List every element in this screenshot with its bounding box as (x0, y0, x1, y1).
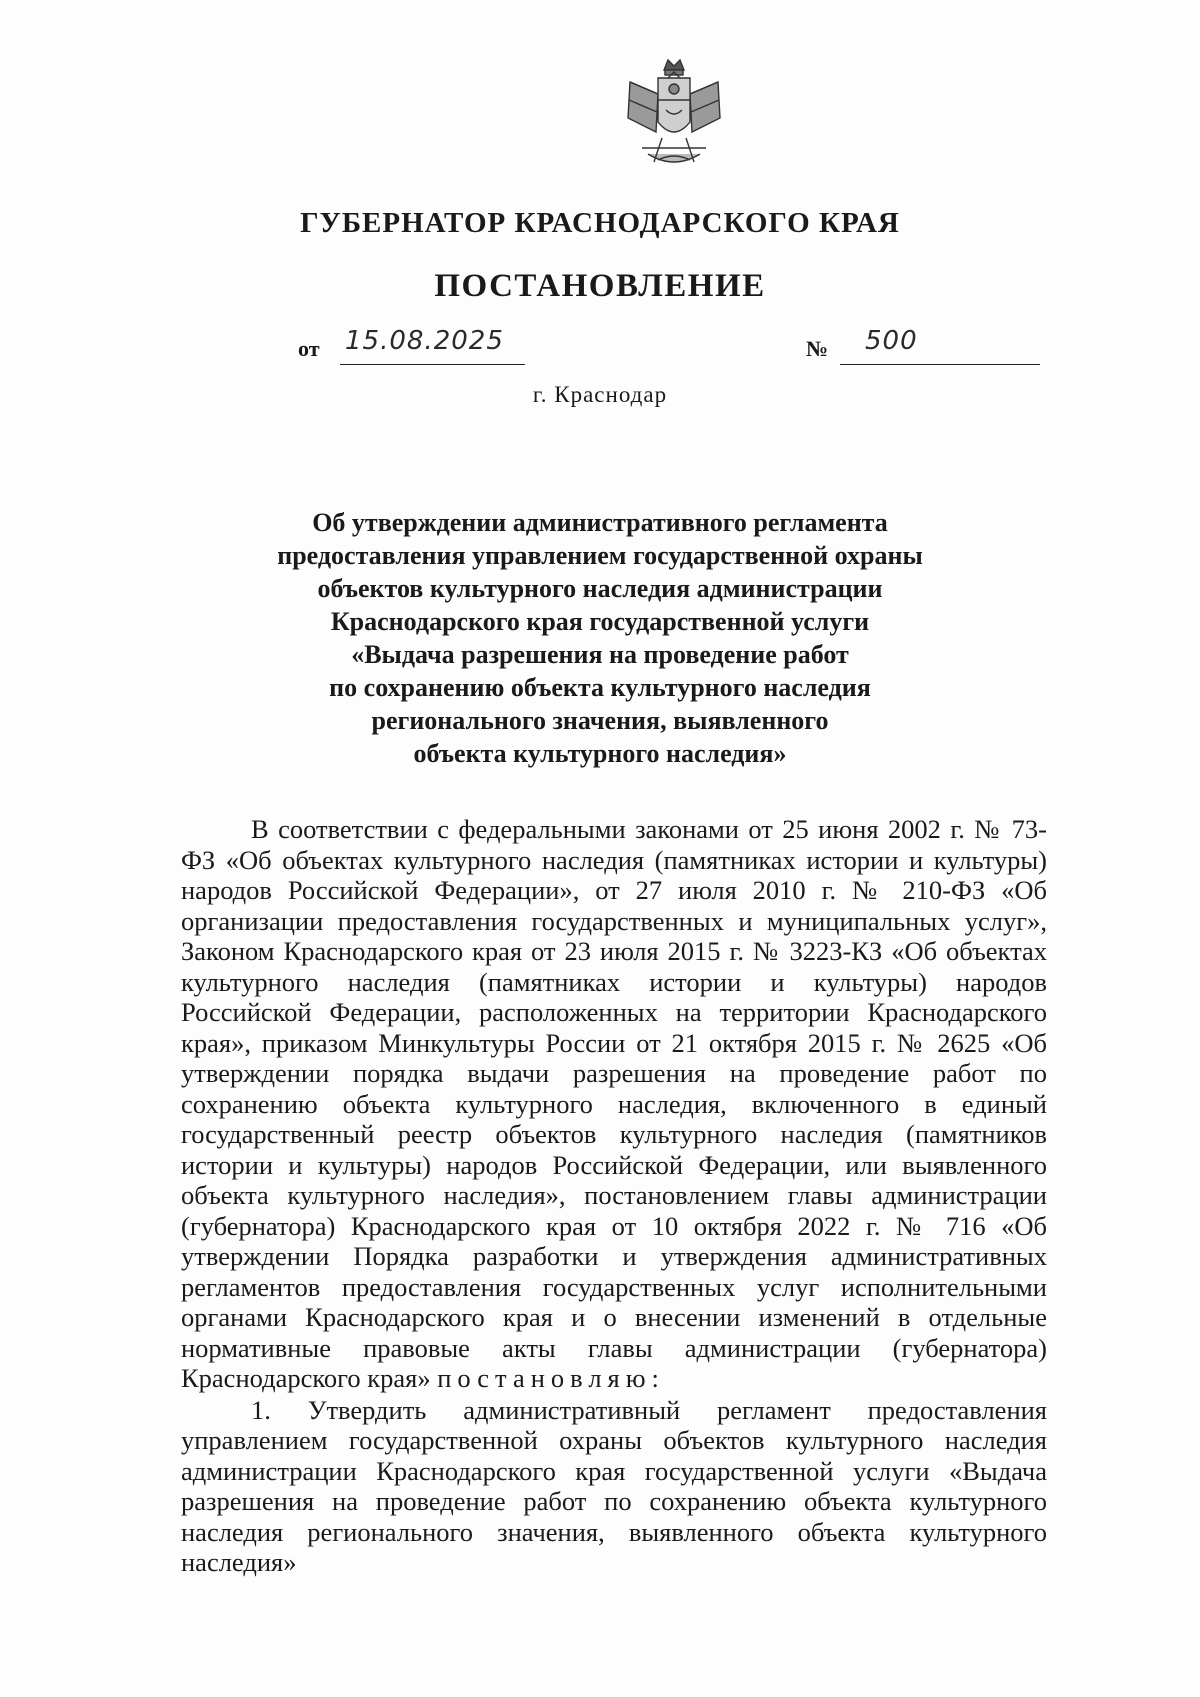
title-line: «Выдача разрешения на проведение работ (351, 640, 849, 669)
document-body (181, 814, 1047, 1578)
title-line: объектов культурного наследия администрации (317, 574, 883, 603)
date-underline (340, 364, 525, 365)
title-line: регионального значения, выявленного (371, 706, 829, 735)
title-line: предоставления управлением государственной охраны (277, 541, 923, 570)
number-underline (840, 364, 1040, 365)
date-label: от (298, 336, 320, 361)
number-value: 500 (865, 326, 918, 356)
title-line: объекта культурного наследия» (413, 739, 787, 768)
date-number-row (0, 326, 1200, 366)
city: г. Краснодар (532, 382, 668, 407)
preamble-text: В соответствии с федеральными законами от 25 июня 2002 г. № 73-ФЗ «Об объектах культурного наследия (памятниках истории и культуры) народов Российской Федерации», от 27 июля 2010 г. № 210-ФЗ «Об организации предоставления государственных и муниципальных услуг», Законом Краснодарского края от 23 июля 2015 г. № 3223-КЗ «Об объектах культурного наследия (памятниках истории и культуры) народов Российской Федерации, расположенных на территории Краснодарского края», приказом Минкультуры России от 21 октября 2015 г. № 2625 «Об утверждении порядка выдачи разрешения на проведение работ по сохранению объекта культурного наследия, включенного в единый государственный реестр объектов культурного наследия (памятников истории и культуры) народов Российской Федерации, или выявленного объекта культурного наследия», постановлением главы администрации (губернатора) Краснодарского края от 10 октября 2022 г. № 716 «Об утверждении Порядка разработки и утверждения административных регламентов предоставления государственных услуг исполнительными органами Краснодарского края и о внесении изменений в отдельные нормативные правовые акты главы администрации (губернатора) Краснодарского края» (181, 814, 1047, 1393)
title-line: Краснодарского края государственной услуги (330, 607, 870, 636)
decree-verb: постановляю: (437, 1363, 665, 1393)
number-label: № (806, 336, 829, 361)
issuing-authority: ГУБЕРНАТОР КРАСНОДАРСКОГО КРАЯ (300, 207, 900, 239)
title-line: Об утверждении административного регламента (312, 508, 888, 537)
preamble-paragraph (181, 814, 1047, 1394)
title-line: по сохранению объекта культурного наследия (329, 673, 871, 702)
document-title (180, 506, 1020, 770)
date-value: 15.08.2025 (345, 326, 504, 356)
clause-1-paragraph: 1. Утвердить административный регламент предоставления управлением государственной охраны объектов культурного наследия администрации Краснодарского края государственной услуги «Выдача разрешения на проведение работ по сохранению объекта культурного наследия регионального значения, выявленного объекта культурного наследия» (181, 1394, 1047, 1577)
document-type: ПОСТАНОВЛЕНИЕ (434, 268, 766, 304)
coat-of-arms-icon (618, 52, 730, 174)
